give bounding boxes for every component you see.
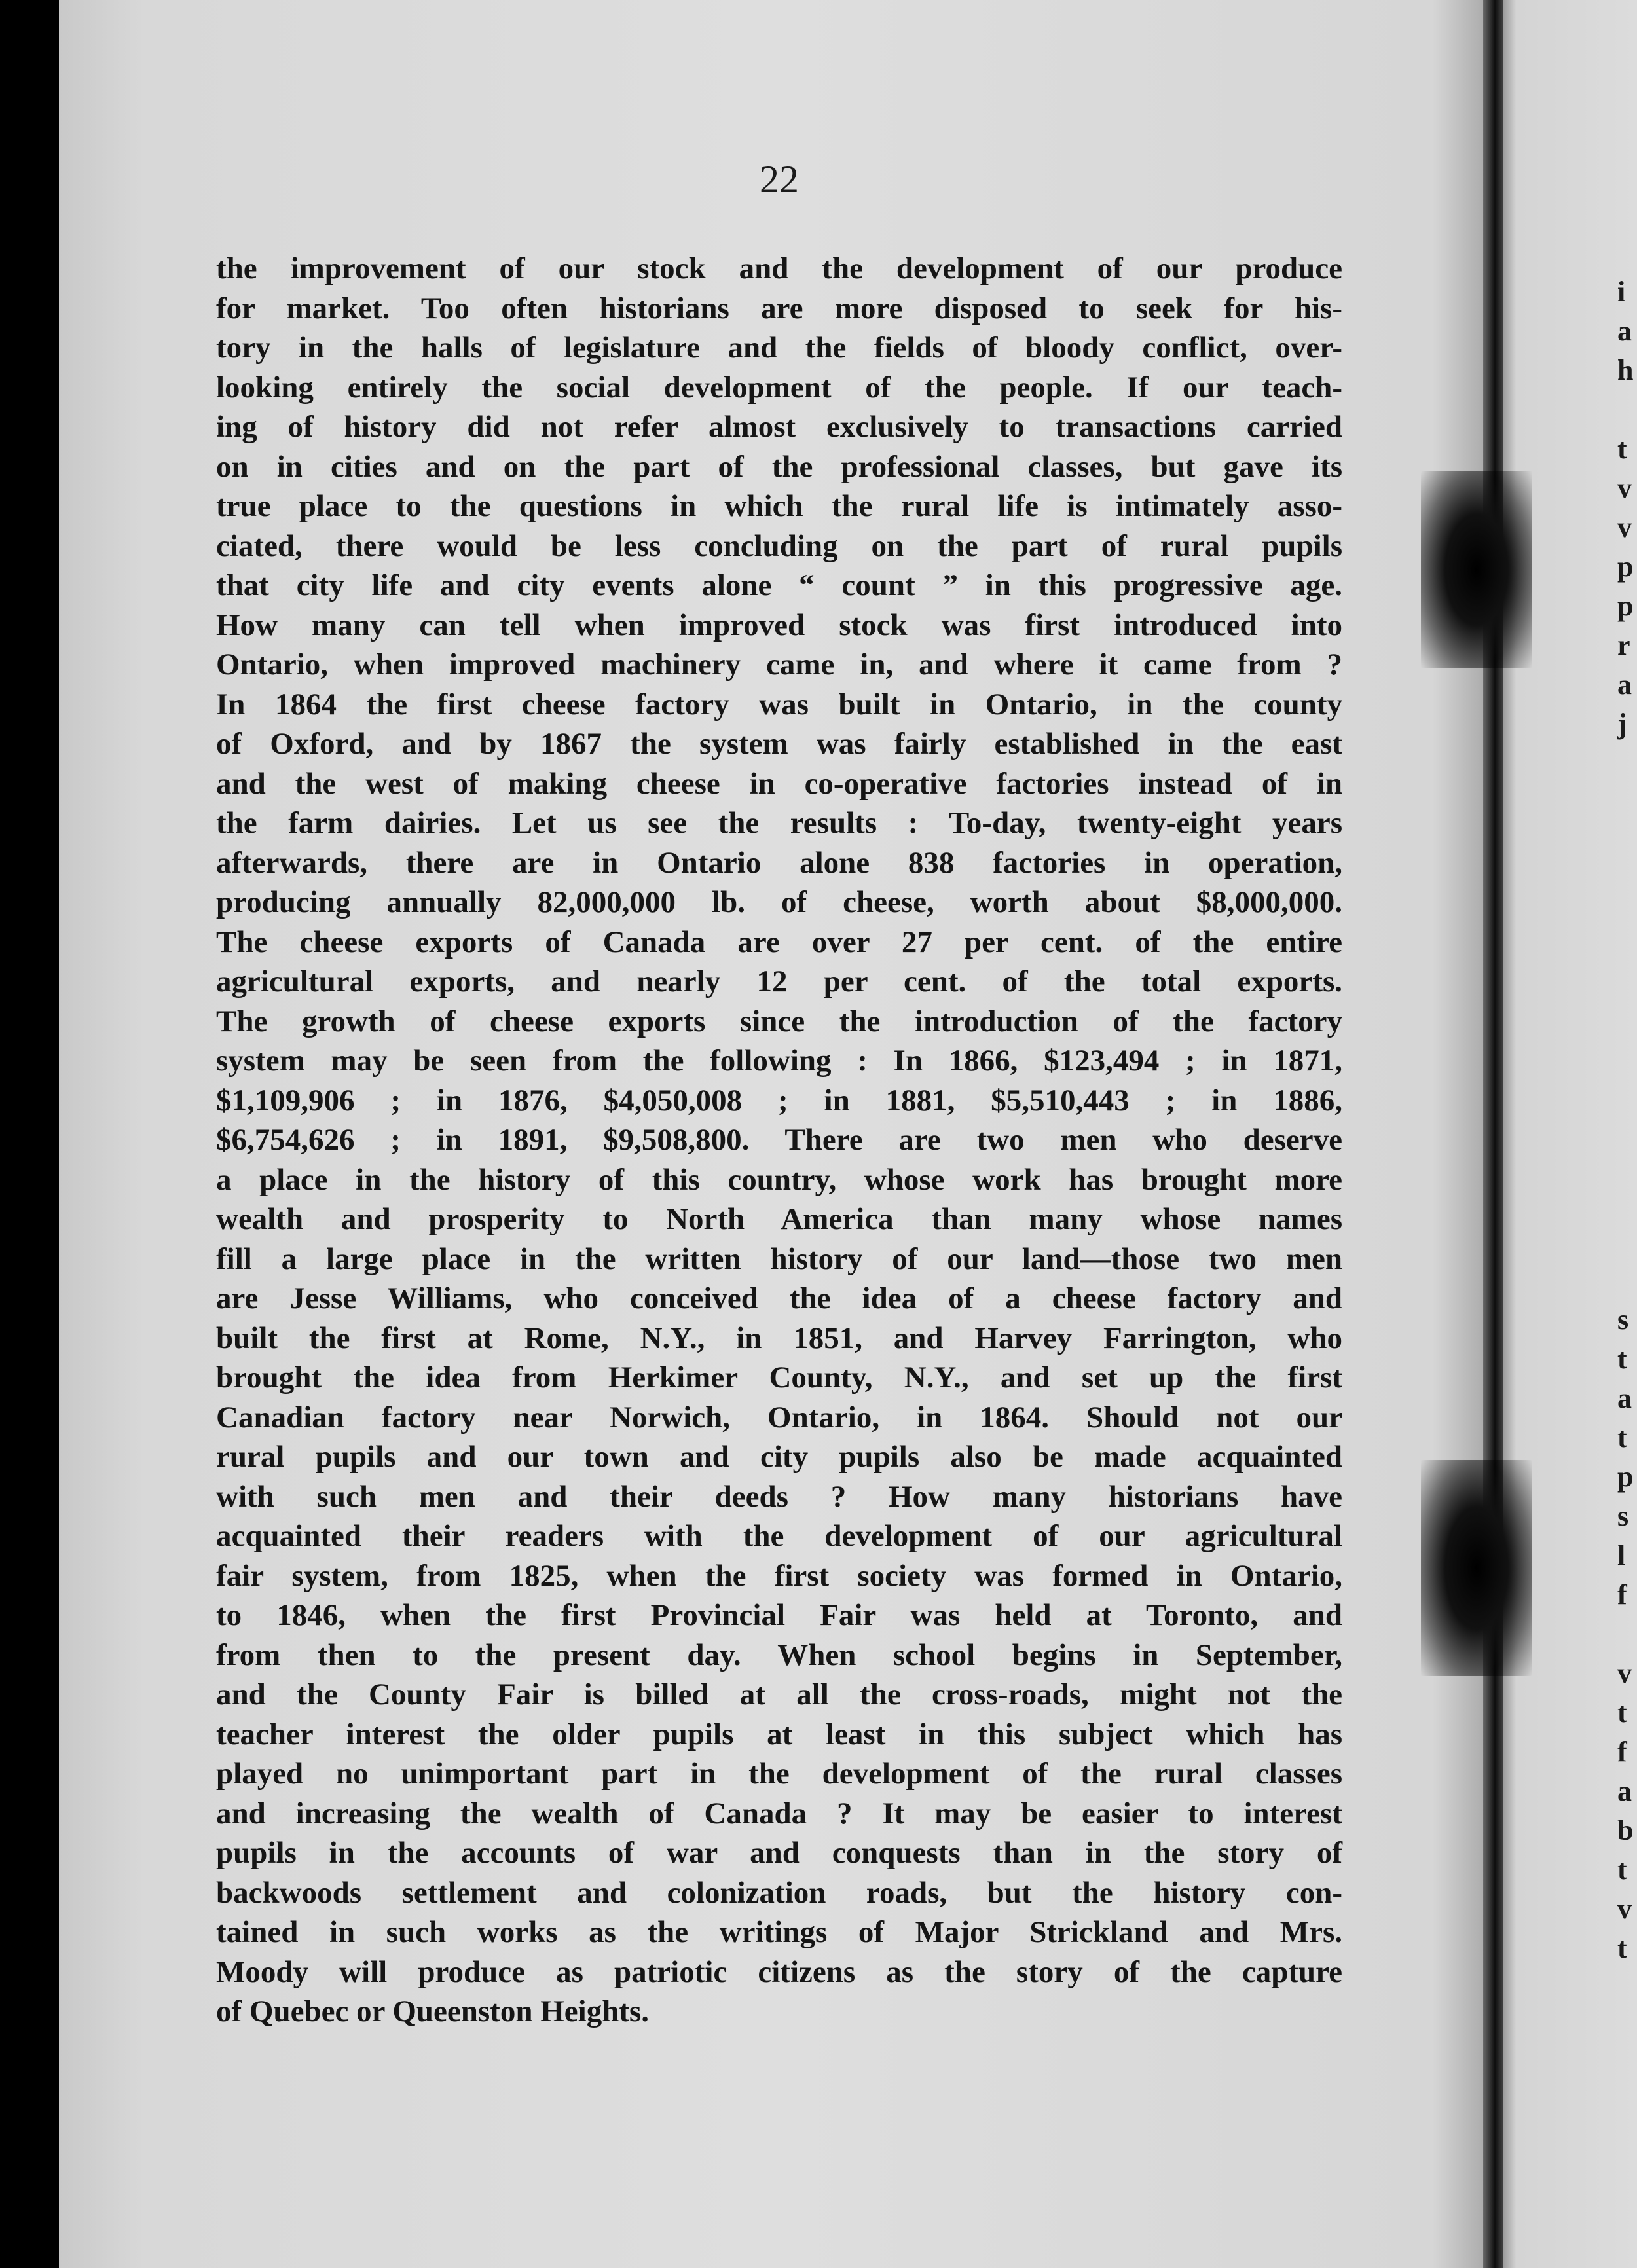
text-line: ing of history did not refer almost exclusively to transactions carried [216, 410, 1342, 444]
right-page-char: v [1617, 511, 1632, 543]
text-line: to 1846, when the first Provincial Fair was held at Toronto, and [216, 1598, 1342, 1632]
text-line: a place in the history of this country, whose work has brought more [216, 1162, 1342, 1197]
text-line: acquainted their readers with the development of our agricultural [216, 1519, 1342, 1553]
text-line: on in cities and on the part of the professional classes, but gave its [216, 449, 1342, 484]
text-line: Ontario, when improved machinery came in, and where it came from ? [216, 648, 1342, 682]
right-page-char: f [1617, 1579, 1627, 1611]
text-line: true place to the questions in which the rural life is intimately asso- [216, 489, 1342, 523]
text-line: for market. Too often historians are more disposed to seek for his- [216, 291, 1342, 325]
text-line: that city life and city events alone “ count ” in this progressive age. [216, 568, 1342, 602]
text-line: rural pupils and our town and city pupils also be made acquainted [216, 1440, 1342, 1474]
text-line: of Oxford, and by 1867 the system was fairly established in the east [216, 727, 1342, 761]
text-line: of Quebec or Queenston Heights. [216, 1994, 650, 2028]
text-line: brought the idea from Herkimer County, N.Y., and set up the first [216, 1361, 1342, 1395]
text-line: tory in the halls of legislature and the fields of bloody conflict, over- [216, 331, 1342, 365]
text-line: and the west of making cheese in co-operative factories instead of in [216, 766, 1342, 801]
right-page-char: i [1617, 276, 1626, 308]
text-line: fair system, from 1825, when the first society was formed in Ontario, [216, 1558, 1342, 1593]
text-line: teacher interest the older pupils at least in this subject which has [216, 1717, 1342, 1751]
right-page-char: v [1617, 1893, 1632, 1925]
text-line: wealth and prosperity to North America than many whose names [216, 1202, 1342, 1236]
right-page-char: l [1617, 1539, 1626, 1571]
text-line: looking entirely the social development of the people. If our teach- [216, 370, 1342, 405]
text-line: $1,109,906 ; in 1876, $4,050,008 ; in 1881, $5,510,443 ; in 1886, [216, 1083, 1342, 1118]
right-page-char: t [1617, 1421, 1627, 1454]
text-line: producing annually 82,000,000 lb. of cheese, worth about $8,000,000. [216, 885, 1342, 919]
text-line: built the first at Rome, N.Y., in 1851, and Harvey Farrington, who [216, 1321, 1342, 1355]
text-line: Canadian factory near Norwich, Ontario, in 1864. Should not our [216, 1400, 1342, 1435]
text-line: In 1864 the first cheese factory was built in Ontario, in the county [216, 687, 1342, 722]
text-line: and the County Fair is billed at all the cross-roads, might not the [216, 1677, 1342, 1711]
right-page-char: a [1617, 1382, 1632, 1414]
binding-blot-bottom [1421, 1460, 1532, 1676]
text-line: the improvement of our stock and the development of our produce [216, 251, 1342, 285]
right-page-char: r [1617, 629, 1630, 661]
right-page-char: v [1617, 472, 1632, 504]
text-line: fill a large place in the written history of our land—those two men [216, 1241, 1342, 1276]
text-line: agricultural exports, and nearly 12 per cent. of the total exports. [216, 964, 1342, 998]
right-page-char: p [1617, 590, 1634, 622]
text-line: system may be seen from the following : In 1866, $123,494 ; in 1871, [216, 1044, 1342, 1078]
right-page-char: v [1617, 1657, 1632, 1689]
text-line: pupils in the accounts of war and conquests than in the story of [216, 1836, 1342, 1870]
text-line: Moody will produce as patriotic citizens as the story of the capture [216, 1954, 1342, 1989]
text-line: tained in such works as the writings of Major Strickland and Mrs. [216, 1915, 1342, 1949]
text-line: with such men and their deeds ? How many historians have [216, 1479, 1342, 1514]
text-line: ciated, there would be less concluding on the part of rural pupils [216, 528, 1342, 563]
right-page-char: t [1617, 1696, 1627, 1728]
right-page-char: j [1617, 708, 1627, 740]
text-line: How many can tell when improved stock was first introduced into [216, 608, 1342, 642]
binding-blot-top [1421, 471, 1532, 668]
text-line: $6,754,626 ; in 1891, $9,508,800. There are two men who deserve [216, 1123, 1342, 1157]
right-page-char: s [1617, 1500, 1629, 1532]
right-page-char: b [1617, 1814, 1634, 1846]
right-page-char: t [1617, 433, 1627, 465]
text-line: and increasing the wealth of Canada ? It may be easier to interest [216, 1796, 1342, 1831]
body-text [216, 249, 1342, 2032]
text-line: are Jesse Williams, who conceived the idea of a cheese factory and [216, 1281, 1342, 1315]
right-page-char: a [1617, 315, 1632, 347]
text-line: played no unimportant part in the development of the rural classes [216, 1757, 1342, 1791]
text-line: afterwards, there are in Ontario alone 838 factories in operation, [216, 845, 1342, 880]
right-page-char: h [1617, 354, 1634, 386]
right-page-char: p [1617, 1461, 1634, 1493]
text-line: from then to the present day. When school begins in September, [216, 1637, 1342, 1672]
right-page-char: p [1617, 551, 1634, 583]
text-line: backwoods settlement and colonization roads, but the history con- [216, 1875, 1342, 1910]
right-page-char: t [1617, 1343, 1627, 1375]
right-page-char: t [1617, 1932, 1627, 1964]
right-page-char: t [1617, 1854, 1627, 1886]
right-page-char: a [1617, 668, 1632, 701]
page-number: 22 [760, 158, 799, 201]
right-page-char: a [1617, 1775, 1632, 1807]
right-page-char: s [1617, 1304, 1629, 1336]
text-line: the farm dairies. Let us see the results : To-day, twenty-eight years [216, 806, 1342, 840]
text-line: The growth of cheese exports since the introduction of the factory [216, 1004, 1342, 1038]
text-line: The cheese exports of Canada are over 27 per cent. of the entire [216, 924, 1342, 959]
right-page-char: f [1617, 1736, 1627, 1768]
